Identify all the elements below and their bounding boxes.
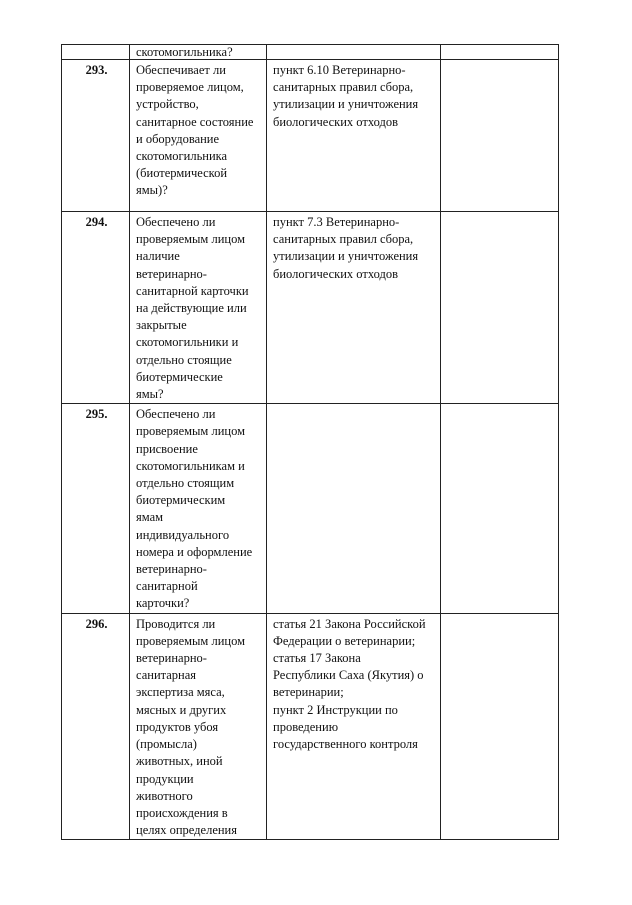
row-number-cell <box>62 45 130 60</box>
question-cell: Обеспечено ли проверяемым лицом присвоение скотомогильникам и отдельно стоящим биотермическим ямам индивидуального номера и оформление ветеринарно- санитарной карточки? <box>130 404 267 613</box>
legal-reference-cell <box>267 404 441 613</box>
legal-reference-cell: статья 21 Закона Российской Федерации о ветеринарии; статья 17 Закона Республики Саха (Якутия) о ветеринарии; пункт 2 Инструкции по проведению государственного контроля <box>267 613 441 840</box>
table-row <box>62 404 559 613</box>
row-number-cell: 293. <box>62 60 130 212</box>
checklist-table <box>61 44 559 840</box>
row-number-cell: 294. <box>62 212 130 404</box>
row-number-cell: 295. <box>62 404 130 613</box>
table-row <box>62 212 559 404</box>
answer-cell <box>441 60 559 212</box>
answer-cell <box>441 613 559 840</box>
legal-reference-cell: пункт 7.3 Ветеринарно- санитарных правил сбора, утилизации и уничтожения биологических отходов <box>267 212 441 404</box>
answer-cell <box>441 404 559 613</box>
table-row <box>62 60 559 212</box>
question-cell: Проводится ли проверяемым лицом ветеринарно- санитарная экспертиза мяса, мясных и других продуктов убоя (промысла) животных, иной продукции животного происхождения в целях определения <box>130 613 267 840</box>
answer-cell <box>441 45 559 60</box>
legal-reference-cell: пункт 6.10 Ветеринарно- санитарных правил сбора, утилизации и уничтожения биологических отходов <box>267 60 441 212</box>
question-cell: Обеспечивает ли проверяемое лицом, устройство, санитарное состояние и оборудование скотомогильника (биотермической ямы)? <box>130 60 267 212</box>
legal-reference-cell <box>267 45 441 60</box>
question-cell: Обеспечено ли проверяемым лицом наличие ветеринарно- санитарной карточки на действующие или закрытые скотомогильники и отдельно стоящие биотермические ямы? <box>130 212 267 404</box>
table-row <box>62 613 559 840</box>
question-cell: скотомогильника? <box>130 45 267 60</box>
answer-cell <box>441 212 559 404</box>
table-row <box>62 45 559 60</box>
row-number-cell: 296. <box>62 613 130 840</box>
